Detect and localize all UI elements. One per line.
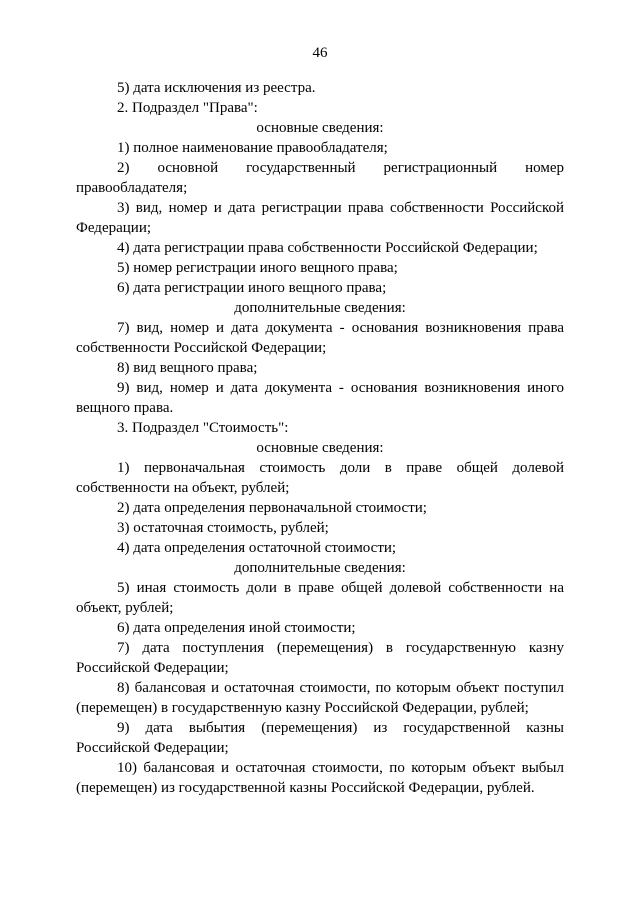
list-item: 7) дата поступления (перемещения) в государственную казну Российской Федерации;	[76, 640, 564, 676]
list-item: 7) вид, номер и дата документа - основания возникновения права собственности Российской Федерации;	[76, 320, 564, 356]
list-item: 2) основной государственный регистрационный номер правообладателя;	[76, 160, 564, 196]
list-item: 3) вид, номер и дата регистрации права собственности Российской Федерации;	[76, 200, 564, 236]
subsection-heading: основные сведения:	[256, 120, 384, 136]
list-item: 1) полное наименование правообладателя;	[117, 140, 388, 156]
list-item: 4) дата регистрации права собственности Российской Федерации;	[117, 240, 538, 256]
subsection-heading: дополнительные сведения:	[234, 560, 406, 576]
list-item: 4) дата определения остаточной стоимости;	[117, 540, 397, 556]
list-item: 10) балансовая и остаточная стоимости, по которым объект выбыл (перемещен) из государственной казны Российской Федерации, рублей.	[76, 760, 564, 796]
subsection-heading: основные сведения:	[256, 440, 384, 456]
list-item: 8) вид вещного права;	[117, 360, 258, 376]
list-item: 3. Подраздел "Стоимость":	[117, 420, 289, 436]
page-number: 46	[312, 45, 328, 61]
list-item: 3) остаточная стоимость, рублей;	[117, 520, 329, 536]
list-item: 2. Подраздел "Права":	[117, 100, 258, 116]
list-item: 2) дата определения первоначальной стоимости;	[117, 500, 427, 516]
list-item: 5) номер регистрации иного вещного права;	[117, 260, 398, 276]
list-item: 8) балансовая и остаточная стоимости, по которым объект поступил (перемещен) в государственную казну Российской Федерации, рублей;	[76, 680, 564, 716]
list-item: 5) дата исключения из реестра.	[117, 80, 316, 96]
list-item: 6) дата регистрации иного вещного права;	[117, 280, 387, 296]
document-body	[76, 78, 564, 798]
subsection-heading: дополнительные сведения:	[234, 300, 406, 316]
list-item: 9) дата выбытия (перемещения) из государственной казны Российской Федерации;	[76, 720, 564, 756]
list-item: 5) иная стоимость доли в праве общей долевой собственности на объект, рублей;	[76, 580, 564, 616]
list-item: 6) дата определения иной стоимости;	[117, 620, 356, 636]
list-item: 9) вид, номер и дата документа - основания возникновения иного вещного права.	[76, 380, 564, 416]
list-item: 1) первоначальная стоимость доли в праве общей долевой собственности на объект, рублей;	[76, 460, 564, 496]
